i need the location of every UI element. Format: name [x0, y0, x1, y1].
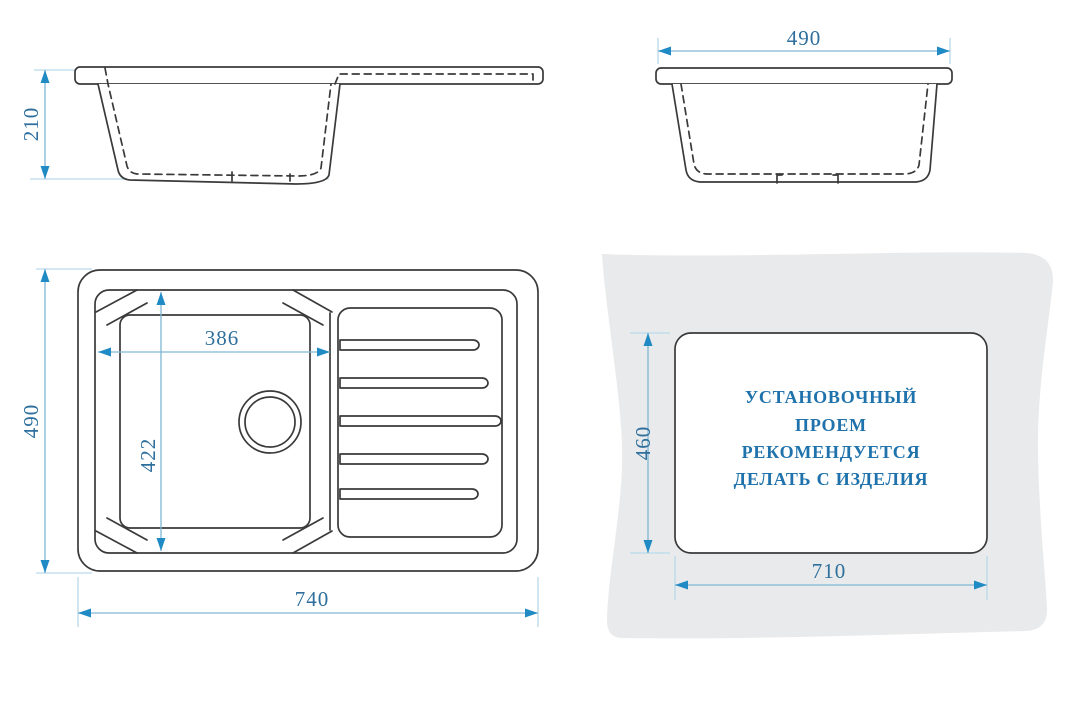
front-height-label: 210	[19, 106, 43, 142]
side-view	[656, 26, 952, 183]
arrow-down-icon	[41, 560, 50, 573]
arrow-up-icon	[41, 269, 50, 282]
drainboard-groove	[340, 378, 488, 388]
arrow-right-icon	[525, 609, 538, 618]
note-line: ПРОЕМ	[795, 415, 867, 435]
cutout-view	[602, 252, 1053, 638]
cutout-height-label: 460	[631, 425, 655, 461]
drainboard-groove	[340, 340, 479, 350]
bowl-outer-profile	[98, 84, 340, 184]
bowl-width-label: 386	[204, 326, 240, 350]
arrow-down-icon	[41, 166, 50, 179]
plan-width-dimension	[78, 577, 538, 627]
note-line: РЕКОМЕНДУЕТСЯ	[741, 442, 921, 462]
bowl-outer-profile	[672, 84, 937, 182]
plan-view	[19, 269, 538, 627]
side-width-dimension	[658, 26, 950, 64]
sink-rim-profile	[656, 68, 952, 84]
note-line: УСТАНОВОЧНЫЙ	[744, 387, 918, 407]
arrow-right-icon	[937, 47, 950, 56]
plan-depth-label: 490	[19, 403, 43, 439]
cutout-width-label: 710	[811, 559, 847, 583]
drainboard-groove	[340, 454, 488, 464]
drainboard-groove	[340, 416, 501, 426]
drainboard-groove	[340, 489, 478, 499]
arrow-up-icon	[41, 70, 50, 83]
arrow-left-icon	[658, 47, 671, 56]
arrow-left-icon	[78, 609, 91, 618]
side-width-label: 490	[786, 26, 822, 50]
note-line: ДЕЛАТЬ С ИЗДЕЛИЯ	[733, 469, 929, 489]
drain-hole-inner	[245, 397, 295, 447]
sink-rim-profile	[75, 67, 543, 84]
bowl-depth-label: 422	[136, 437, 160, 473]
front-view	[19, 67, 543, 184]
plan-width-label: 740	[294, 587, 330, 611]
